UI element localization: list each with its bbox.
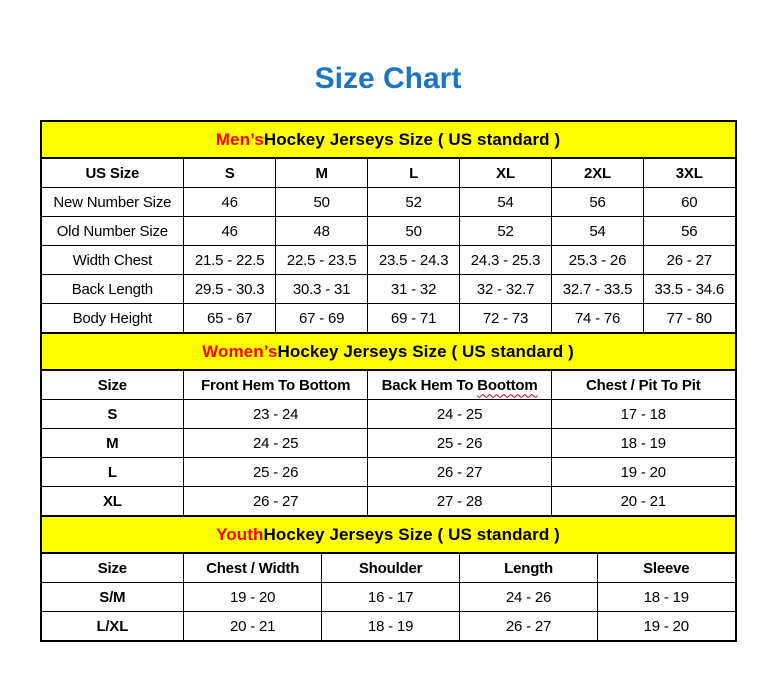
size-value: 24 - 25 <box>368 400 552 429</box>
table-row <box>41 246 736 275</box>
size-value: 21.5 - 22.5 <box>184 246 276 275</box>
row-label: XL <box>41 487 184 517</box>
size-value: 56 <box>644 217 736 246</box>
womens-label: Women’s <box>202 341 278 361</box>
table-row <box>41 583 736 612</box>
size-value: 19 - 20 <box>184 583 322 612</box>
table-row <box>41 612 736 642</box>
size-value: 60 <box>644 188 736 217</box>
table-row <box>41 275 736 304</box>
table-row <box>41 429 736 458</box>
table-row <box>41 458 736 487</box>
column-header: L <box>368 158 460 188</box>
table-row <box>41 400 736 429</box>
row-label: L <box>41 458 184 487</box>
size-value: 32 - 32.7 <box>460 275 552 304</box>
size-value: 17 - 18 <box>552 400 736 429</box>
womens-size-table-section <box>40 332 737 517</box>
table-row <box>41 487 736 517</box>
mens-band-text: Hockey Jerseys Size ( US standard ) <box>263 129 561 149</box>
youth-table-header-band <box>40 515 737 552</box>
mens-header-row <box>41 158 736 188</box>
column-header: 2XL <box>552 158 644 188</box>
size-value: 27 - 28 <box>368 487 552 517</box>
youth-table-body <box>41 583 736 642</box>
size-value: 26 - 27 <box>368 458 552 487</box>
size-value: 19 - 20 <box>598 612 736 642</box>
row-label: Old Number Size <box>41 217 184 246</box>
misspelled-word: Boottom <box>477 376 538 394</box>
size-value: 67 - 69 <box>276 304 368 334</box>
size-value: 52 <box>460 217 552 246</box>
mens-size-table-section <box>40 120 737 334</box>
size-value: 26 - 27 <box>184 487 368 517</box>
row-label: S/M <box>41 583 184 612</box>
mens-size-table <box>40 157 737 334</box>
column-header: Size <box>41 553 184 583</box>
youth-size-table-section <box>40 515 737 642</box>
youth-label: Youth <box>216 524 264 544</box>
row-label: S <box>41 400 184 429</box>
size-value: 24.3 - 25.3 <box>460 246 552 275</box>
table-row <box>41 188 736 217</box>
size-value: 24 - 26 <box>460 583 598 612</box>
row-label: New Number Size <box>41 188 184 217</box>
size-value: 46 <box>184 217 276 246</box>
size-value: 52 <box>368 188 460 217</box>
size-value: 22.5 - 23.5 <box>276 246 368 275</box>
column-header: M <box>276 158 368 188</box>
size-value: 20 - 21 <box>184 612 322 642</box>
size-value: 25 - 26 <box>184 458 368 487</box>
size-value: 72 - 73 <box>460 304 552 334</box>
size-value: 56 <box>552 188 644 217</box>
column-header: 3XL <box>644 158 736 188</box>
size-value: 46 <box>184 188 276 217</box>
size-value: 33.5 - 34.6 <box>644 275 736 304</box>
mens-table-header-band <box>40 120 737 157</box>
column-header: US Size <box>41 158 184 188</box>
size-value: 24 - 25 <box>184 429 368 458</box>
size-value: 23 - 24 <box>184 400 368 429</box>
size-value: 29.5 - 30.3 <box>184 275 276 304</box>
size-value: 69 - 71 <box>368 304 460 334</box>
size-value: 25.3 - 26 <box>552 246 644 275</box>
row-label: Width Chest <box>41 246 184 275</box>
size-value: 77 - 80 <box>644 304 736 334</box>
row-label: Body Height <box>41 304 184 334</box>
size-value: 18 - 19 <box>322 612 460 642</box>
size-value: 18 - 19 <box>598 583 736 612</box>
page-title: Size Chart <box>314 62 462 95</box>
size-value: 25 - 26 <box>368 429 552 458</box>
size-value: 50 <box>276 188 368 217</box>
row-label: M <box>41 429 184 458</box>
column-header: XL <box>460 158 552 188</box>
size-value: 30.3 - 31 <box>276 275 368 304</box>
column-header: Back Hem To Boottom <box>368 370 552 400</box>
mens-table-body <box>41 188 736 334</box>
size-value: 26 - 27 <box>460 612 598 642</box>
size-value: 32.7 - 33.5 <box>552 275 644 304</box>
column-header: Chest / Pit To Pit <box>552 370 736 400</box>
size-value: 54 <box>552 217 644 246</box>
column-header: S <box>184 158 276 188</box>
column-header: Shoulder <box>322 553 460 583</box>
table-row <box>41 217 736 246</box>
row-label: Back Length <box>41 275 184 304</box>
size-value: 48 <box>276 217 368 246</box>
mens-label: Men’s <box>215 129 264 149</box>
column-header: Length <box>460 553 598 583</box>
youth-size-table <box>40 552 737 642</box>
size-value: 65 - 67 <box>184 304 276 334</box>
size-value: 19 - 20 <box>552 458 736 487</box>
size-value: 54 <box>460 188 552 217</box>
youth-band-text: Hockey Jerseys Size ( US standard ) <box>263 524 560 544</box>
womens-header-row <box>41 370 736 400</box>
size-value: 20 - 21 <box>552 487 736 517</box>
column-header: Size <box>41 370 184 400</box>
column-header: Front Hem To Bottom <box>184 370 368 400</box>
size-value: 16 - 17 <box>322 583 460 612</box>
womens-table-header-band <box>40 332 737 369</box>
size-value: 26 - 27 <box>644 246 736 275</box>
womens-table-body <box>41 400 736 517</box>
column-header: Chest / Width <box>184 553 322 583</box>
womens-size-table <box>40 369 737 517</box>
column-header: Sleeve <box>598 553 736 583</box>
size-value: 23.5 - 24.3 <box>368 246 460 275</box>
womens-band-text: Hockey Jerseys Size ( US standard ) <box>277 341 574 361</box>
size-value: 50 <box>368 217 460 246</box>
size-chart-stack <box>40 120 737 642</box>
size-value: 74 - 76 <box>552 304 644 334</box>
size-value: 18 - 19 <box>552 429 736 458</box>
row-label: L/XL <box>41 612 184 642</box>
table-row <box>41 304 736 334</box>
youth-header-row <box>41 553 736 583</box>
size-value: 31 - 32 <box>368 275 460 304</box>
